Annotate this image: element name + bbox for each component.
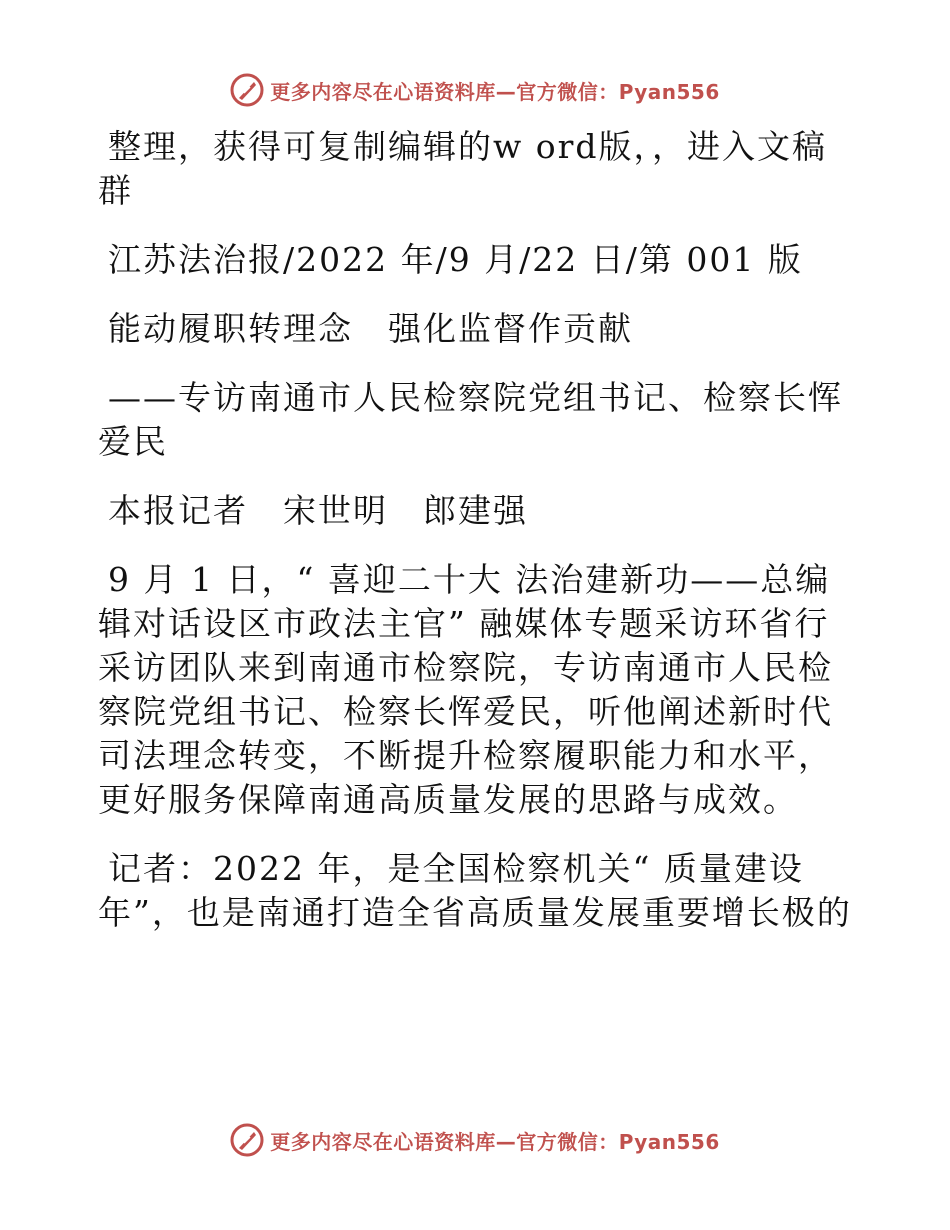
watermark-text: 更多内容尽在心语资料库—官方微信：Pyan556 xyxy=(270,1129,720,1154)
feather-pen-logo-icon xyxy=(230,73,264,107)
header-watermark xyxy=(0,72,950,108)
document-body xyxy=(98,125,858,960)
body-paragraph: 记者：2022 年，是全国检察机关“ 质量建设年”，也是南通打造全省高质量发展重要增长极的 xyxy=(98,849,852,932)
subheadline: ——专访南通市人民检察院党组书记、检察长恽爱民 xyxy=(98,378,843,461)
byline: 本报记者 宋世明 郎建强 xyxy=(108,491,528,530)
feather-pen-logo-icon xyxy=(230,1123,264,1157)
body-paragraph: 9 月 1 日，“ 喜迎二十大 法治建新功——总编辑对话设区市政法主官” 融媒体专题采访环省行采访团队来到南通市检察院，专访南通市人民检察院党组书记、检察长恽爱民，听他阐述新时代司法理念转变，不断提升检察履职能力和水平，更好服务保障南通高质量发展的思路与成效。 xyxy=(98,560,833,819)
watermark-text: 更多内容尽在心语资料库—官方微信：Pyan556 xyxy=(270,79,720,104)
footer-watermark xyxy=(0,1122,950,1158)
headline: 能动履职转理念 强化监督作贡献 xyxy=(108,309,633,348)
intro-note: 整理，获得可复制编辑的w ord版，，进入文稿群 xyxy=(98,127,828,210)
source-line: 江苏法治报/2022 年/9 月/22 日/第 001 版 xyxy=(108,240,803,279)
